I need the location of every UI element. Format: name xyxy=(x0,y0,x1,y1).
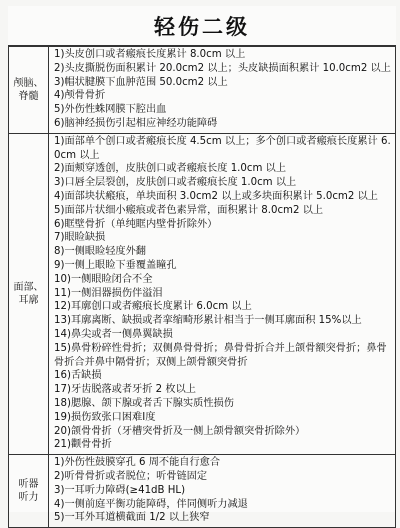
criteria-item: 7)眼睑缺损 xyxy=(54,232,106,244)
criteria-item: 21)颧骨骨折 xyxy=(54,439,112,451)
injury-criteria-table xyxy=(8,46,396,528)
criteria-item: 13)耳廓离断、缺损或者挛缩畸形累计相当于一侧耳廓面积 15%以上 xyxy=(54,315,362,327)
section-items xyxy=(49,47,396,134)
criteria-item: 12)耳廓创口或者瘢痕长度累计 6.0cm 以上 xyxy=(54,301,252,313)
criteria-item: 19)损伤致张口困难I度 xyxy=(54,411,156,423)
section-row xyxy=(9,455,396,528)
criteria-item: 2)头皮撕脱伤面积累计 20.0cm2 以上；头皮缺损面积累计 10.0cm2 以上 xyxy=(54,62,391,74)
section-category: 听器 听力 xyxy=(9,455,49,528)
criteria-item: 16)舌缺损 xyxy=(54,370,102,382)
criteria-item: 9)一侧上眼睑下垂覆盖瞳孔 xyxy=(54,259,177,271)
criteria-item: 3)口唇全层裂创，皮肤创口或者瘢痕长度 1.0cm 以上 xyxy=(54,177,297,189)
criteria-item: 6)眶壁骨折（单纯眶内壁骨折除外） xyxy=(54,218,218,230)
criteria-item: 1)头皮创口或者瘢痕长度累计 8.0cm 以上 xyxy=(54,49,246,60)
criteria-item: 15)鼻骨粉碎性骨折；双侧鼻骨骨折；鼻骨骨折合并上颌骨额突骨折；鼻骨骨折合并鼻中隔骨折；双侧上颌骨额突骨折 xyxy=(54,342,387,368)
criteria-item: 5)一耳外耳道横截面 1/2 以上狭窄 xyxy=(54,512,210,524)
criteria-item: 10)一侧眼睑闭合不全 xyxy=(54,273,153,285)
criteria-item: 14)鼻尖或者一侧鼻翼缺损 xyxy=(54,328,173,340)
criteria-item: 6)脑神经损伤引起相应神经功能障碍 xyxy=(54,117,218,129)
criteria-item: 8)一侧眼睑轻度外翻 xyxy=(54,246,146,258)
criteria-item: 17)牙齿脱落或者牙折 2 枚以上 xyxy=(54,384,196,396)
section-category: 颅脑、 脊髓 xyxy=(9,47,49,134)
section-row xyxy=(9,133,396,454)
criteria-item: 5)外伤性蛛网膜下腔出血 xyxy=(54,104,167,116)
criteria-item: 20)颌骨骨折（牙槽突骨折及一侧上颌骨额突骨折除外） xyxy=(54,425,306,437)
criteria-item: 4)面部块状瘢痕，单块面积 3.0cm2 以上或多块面积累计 5.0cm2 以上 xyxy=(54,190,378,202)
document-title: 轻伤二级 xyxy=(8,6,396,46)
criteria-item: 1)外伤性鼓膜穿孔 6 周不能自行愈合 xyxy=(54,457,221,469)
section-items xyxy=(49,455,396,528)
section-items xyxy=(49,133,396,454)
criteria-item: 1)面部单个创口或者瘢痕长度 4.5cm 以上；多个创口或者瘢痕长度累计 6.0cm 以上 xyxy=(54,135,391,161)
criteria-item: 5)面部片状细小瘢痕或者色素异常，面积累计 8.0cm2 以上 xyxy=(54,204,324,216)
section-row xyxy=(9,47,396,134)
criteria-item: 3)一耳听力障碍(≥41dB HL) xyxy=(54,484,186,496)
criteria-item: 2)听骨骨折或者脱位；听骨链固定 xyxy=(54,470,208,482)
criteria-item: 3)帽状腱膜下血肿范围 50.0cm2 以上 xyxy=(54,76,228,88)
criteria-item: 11)一侧泪器损伤伴溢泪 xyxy=(54,287,163,299)
criteria-item: 18)腮腺、颌下腺或者舌下腺实质性损伤 xyxy=(54,397,234,409)
criteria-item: 2)面颊穿透创，皮肤创口或者瘢痕长度 1.0cm 以上 xyxy=(54,163,287,175)
criteria-item: 4)一侧前庭平衡功能障碍，伴同侧听力减退 xyxy=(54,498,248,510)
section-category: 面部、 耳廓 xyxy=(9,133,49,454)
criteria-item: 4)颅骨骨折 xyxy=(54,90,106,102)
document-page xyxy=(8,6,396,524)
